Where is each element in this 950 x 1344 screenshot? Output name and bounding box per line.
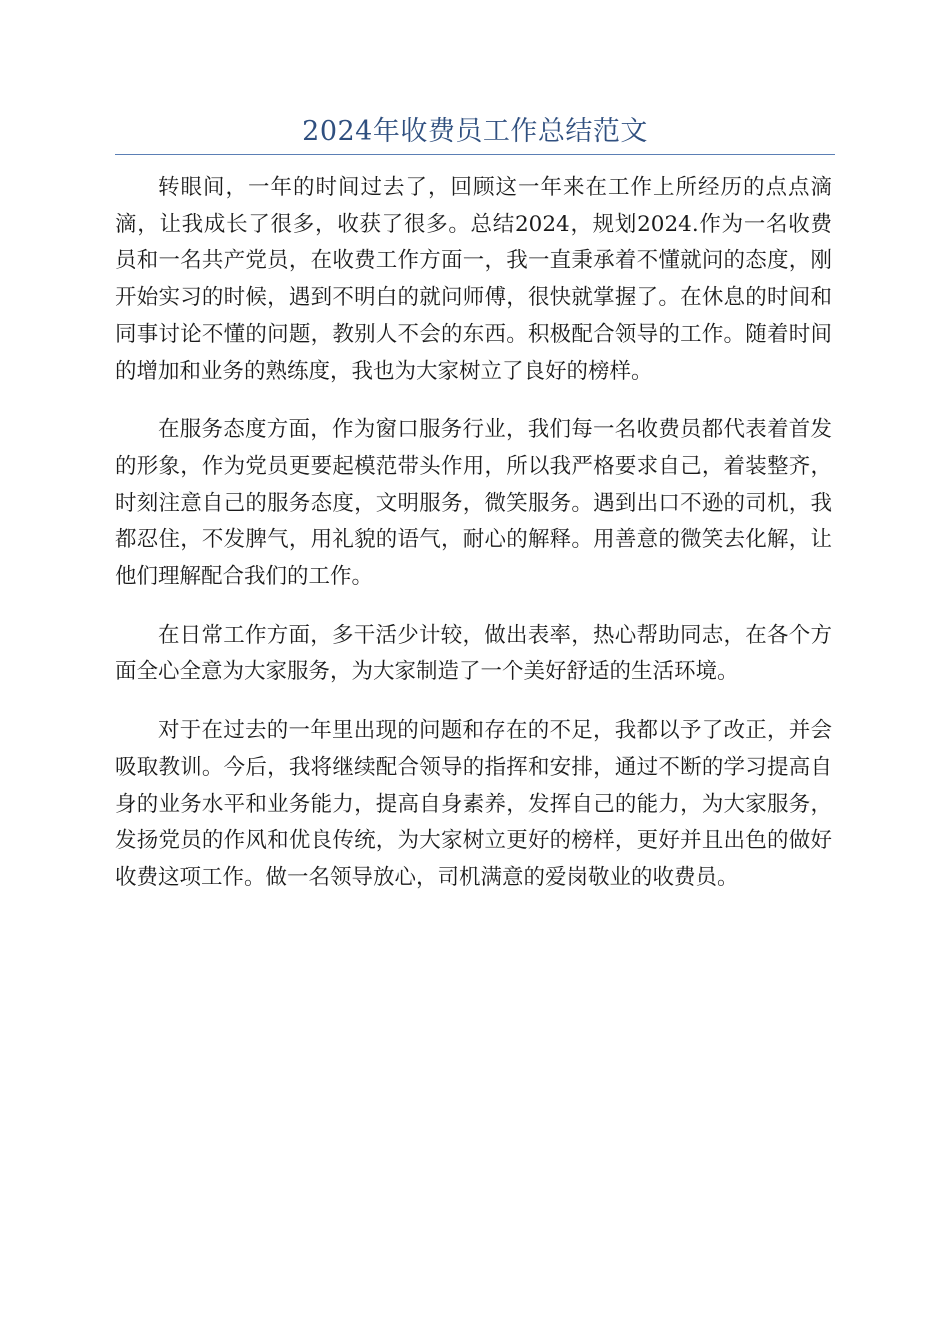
paragraph: 在服务态度方面，作为窗口服务行业，我们每一名收费员都代表着首发的形象，作为党员更要起模范带头作用，所以我严格要求自己，着装整齐，时刻注意自己的服务态度，文明服务，微笑服务。遇到出口不逊的司机，我都忍住，不发脾气，用礼貌的语气，耐心的解释。用善意的微笑去化解，让他们理解配合我们的工作。 xyxy=(115,417,832,590)
paragraph: 在日常工作方面，多干活少计较，做出表率，热心帮助同志，在各个方面全心全意为大家服务，为大家制造了一个美好舒适的生活环境。 xyxy=(115,622,832,685)
paragraph: 对于在过去的一年里出现的问题和存在的不足，我都以予了改正，并会吸取教训。今后，我将继续配合领导的指挥和安排，通过不断的学习提高自身的业务水平和业务能力，提高自身素养，发挥自己的能力，为大家服务，发扬党员的作风和优良传统，为大家树立更好的榜样，更好并且出色的做好收费这项工作。做一名领导放心，司机满意的爱岗敬业的收费员。 xyxy=(115,718,832,890)
document-title: 2024年收费员工作总结范文 xyxy=(302,116,648,147)
paragraph: 转眼间，一年的时间过去了，回顾这一年来在工作上所经历的点点滴滴，让我成长了很多，收获了很多。总结2024，规划2024.作为一名收费员和一名共产党员，在收费工作方面一，我一直秉承着不懂就问的态度，刚开始实习的时候，遇到不明白的就问师傅，很快就掌握了。在休息的时间和同事讨论不懂的问题，教别人不会的东西。积极配合领导的工作。随着时间的增加和业务的熟练度，我也为大家树立了良好的榜样。 xyxy=(115,175,832,384)
title-underline xyxy=(115,154,835,155)
document-body xyxy=(115,170,832,897)
